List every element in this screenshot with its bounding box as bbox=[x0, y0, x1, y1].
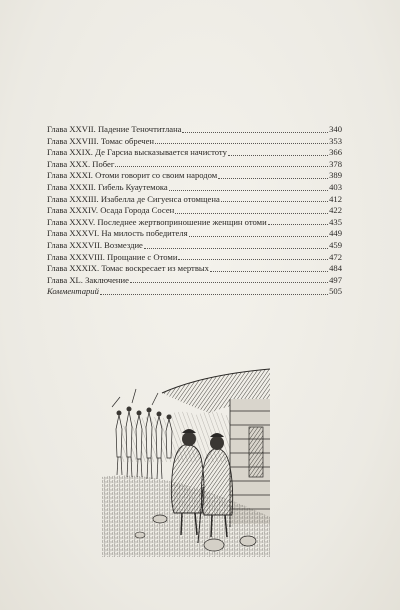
toc-leader bbox=[115, 159, 328, 167]
toc-entry bbox=[47, 170, 342, 182]
toc-page-number: 484 bbox=[329, 263, 342, 274]
toc-title: Глава XXVIII. Томас обречен bbox=[47, 135, 155, 146]
toc-leader bbox=[228, 148, 328, 156]
toc-leader bbox=[155, 136, 328, 144]
toc-title: Глава XXXVI. На милость победителя bbox=[47, 228, 188, 239]
toc-title: Глава XXXV. Последнее жертвоприношение женщин отоми bbox=[47, 216, 267, 227]
toc-title: Глава XXXIII. Изабелла де Сигуенса отомщена bbox=[47, 193, 220, 204]
toc-leader bbox=[130, 275, 328, 283]
toc-leader bbox=[210, 264, 328, 272]
toc-leader bbox=[178, 252, 328, 260]
toc-entry bbox=[47, 240, 342, 252]
toc-page-number: 497 bbox=[329, 274, 342, 285]
toc-title: Глава XXVII. Падение Теночтитлана bbox=[47, 124, 182, 134]
toc-leader bbox=[189, 229, 329, 237]
toc-title: Глава XXXIX. Томас воскресает из мертвых bbox=[47, 263, 209, 274]
toc-page-number: 412 bbox=[329, 193, 342, 204]
toc-page-number: 449 bbox=[329, 228, 342, 239]
toc-leader bbox=[169, 183, 328, 191]
toc-title: Комментарий bbox=[47, 286, 99, 297]
toc-page-number: 353 bbox=[329, 135, 342, 146]
toc-entry bbox=[47, 275, 342, 287]
toc-entry bbox=[47, 228, 342, 240]
toc-entry bbox=[47, 205, 342, 217]
toc-page-number: 403 bbox=[329, 181, 342, 192]
toc-entry bbox=[47, 252, 342, 264]
toc-page-number: 378 bbox=[329, 158, 342, 169]
table-of-contents bbox=[47, 124, 342, 298]
toc-leader bbox=[175, 206, 328, 214]
toc-page-number: 422 bbox=[329, 205, 342, 216]
toc-page-number: 459 bbox=[329, 239, 342, 250]
toc-entry bbox=[47, 147, 342, 159]
toc-page-number: 505 bbox=[329, 286, 342, 297]
toc-leader bbox=[218, 171, 328, 179]
toc-page-number: 389 bbox=[329, 170, 342, 181]
toc-entry bbox=[47, 159, 342, 171]
toc-entry bbox=[47, 263, 342, 275]
toc-title: Глава XXXVIII. Прощание с Отоми bbox=[47, 251, 178, 262]
toc-page-number: 340 bbox=[329, 124, 342, 134]
toc-page-number: 472 bbox=[329, 251, 342, 262]
toc-leader bbox=[100, 287, 328, 295]
engraving-illustration bbox=[102, 367, 270, 557]
toc-title: Глава XXXI. Отоми говорит со своим народом bbox=[47, 170, 218, 181]
toc-title: Глава XXX. Побег bbox=[47, 158, 115, 169]
toc-leader bbox=[221, 194, 328, 202]
toc-page-number: 435 bbox=[329, 216, 342, 227]
toc-title: Глава XXIX. Де Гарсиа высказывается начистоту bbox=[47, 147, 227, 158]
toc-entry-commentary bbox=[47, 286, 342, 298]
toc-title: Глава XL. Заключение bbox=[47, 274, 129, 285]
toc-leader bbox=[268, 217, 328, 225]
toc-title: Глава XXXVII. Возмездие bbox=[47, 239, 143, 250]
toc-title: Глава XXXIV. Осада Города Сосен bbox=[47, 205, 175, 216]
toc-entry bbox=[47, 136, 342, 148]
toc-entry bbox=[47, 217, 342, 229]
toc-leader bbox=[144, 241, 328, 249]
toc-leader bbox=[182, 125, 328, 133]
toc-entry bbox=[47, 194, 342, 206]
toc-entry bbox=[47, 182, 342, 194]
toc-page-number: 366 bbox=[329, 147, 342, 158]
toc-entry bbox=[47, 124, 342, 136]
toc-title: Глава XXXII. Гибель Куаутемока bbox=[47, 181, 168, 192]
